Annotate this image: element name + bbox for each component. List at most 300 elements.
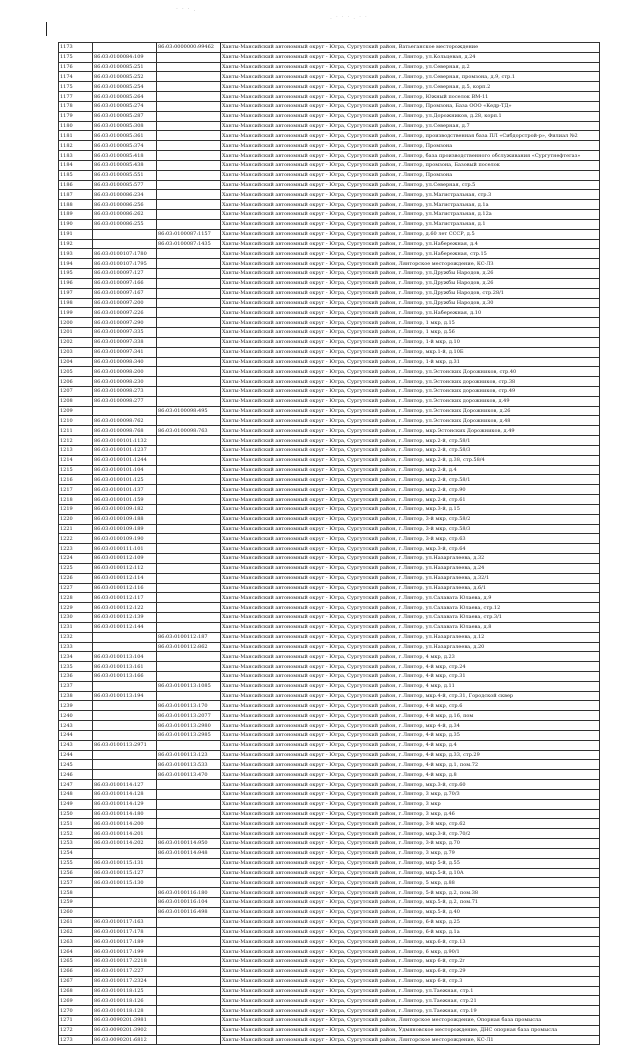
table-row — [59, 888, 600, 898]
row-number: 1173 — [59, 43, 93, 53]
table-row — [59, 436, 600, 446]
cadastral-number-cell — [157, 111, 221, 121]
row-number: 1243 — [59, 721, 93, 731]
table-row — [59, 200, 600, 210]
address-cell: Ханты-Мансийский автономный округ - Югра, Сургутский район, г.Лянтор, 1 мкр, д.15 — [221, 318, 600, 328]
table-row — [59, 672, 600, 682]
cadastral-number-cell — [157, 485, 221, 495]
cadastral-number-cell: 86:03:0100117:199 — [93, 947, 157, 957]
row-number: 1194 — [59, 259, 93, 269]
address-cell: Ханты-Мансийский автономный округ - Югра, Сургутский район, г.Лянтор, мкр.Эстонских Дорожников, д.49 — [221, 426, 600, 436]
cadastral-number-cell: 86:03:0100113:170 — [157, 701, 221, 711]
cadastral-number-cell: 86:03:0090201:3981 — [93, 1015, 157, 1025]
cadastral-number-cell: 86:03:0100114:200 — [93, 819, 157, 829]
cadastral-number-cell — [157, 288, 221, 298]
address-cell: Ханты-Мансийский автономный округ - Югра, Сургутский район, г.Лянтор, 6 мкр, д.90/1 — [221, 947, 600, 957]
table-row — [59, 662, 600, 672]
cadastral-number-cell — [157, 868, 221, 878]
table-row — [59, 465, 600, 475]
row-number: 1267 — [59, 976, 93, 986]
row-number: 1218 — [59, 495, 93, 505]
row-number: 1190 — [59, 219, 93, 229]
table-row — [59, 190, 600, 200]
row-number: 1187 — [59, 190, 93, 200]
cadastral-number-cell — [157, 927, 221, 937]
cadastral-number-cell: 86:03:0100113:1085 — [157, 681, 221, 691]
cadastral-number-cell: 86:03:0100085:308 — [93, 121, 157, 131]
table-row — [59, 898, 600, 908]
table-row — [59, 406, 600, 416]
cadastral-number-cell — [93, 43, 157, 53]
address-cell: Ханты-Мансийский автономный округ - Югра, Сургутский район, г.Лянтор, мкр.6-й, стр.29 — [221, 966, 600, 976]
address-cell: Ханты-Мансийский автономный округ - Югра, Сургутский район, г.Лянтор, мкр.2-й, стр.90 — [221, 485, 600, 495]
row-number: 1207 — [59, 386, 93, 396]
cadastral-number-cell — [157, 465, 221, 475]
address-cell: Ханты-Мансийский автономный округ - Югра, Сургутский район, Лянторское месторождение, Опорная база промысла — [221, 1015, 600, 1025]
cadastral-number-cell: 86:03:0100085:274 — [93, 101, 157, 111]
address-cell: Ханты-Мансийский автономный округ - Югра, Сургутский район, г.Лянтор, 4-й мкр, д.33, стр.29 — [221, 750, 600, 760]
table-row — [59, 43, 600, 53]
address-cell: Ханты-Мансийский автономный округ - Югра, Сургутский район, г.Лянтор, ул.Таежная, стр.21 — [221, 996, 600, 1006]
row-number: 1245 — [59, 760, 93, 770]
cadastral-number-cell — [157, 573, 221, 583]
row-number: 1216 — [59, 475, 93, 485]
cadastral-number-cell: 86:03:0100098:273 — [93, 386, 157, 396]
address-cell: Ханты-Мансийский автономный округ - Югра, Сургутский район, г.Лянтор, ул.Салавата Юлаева, д.8 — [221, 622, 600, 632]
row-number: 1262 — [59, 927, 93, 937]
address-cell: Ханты-Мансийский автономный округ - Югра, Сургутский район, г.Лянтор, ул.Таежная, стр.19 — [221, 1006, 600, 1016]
cadastral-number-cell: 86:03:0100113:194 — [93, 691, 157, 701]
address-cell: Ханты-Мансийский автономный округ - Югра, Сургутский район, г.Лянтор, 3-й мкр, стр.58/2 — [221, 514, 600, 524]
table-row — [59, 957, 600, 967]
cadastral-number-cell: 86:03:0100109:182 — [93, 504, 157, 514]
address-cell: Ханты-Мансийский автономный округ - Югра, Сургутский район, г.Лянтор, ул.Северная, стр.5 — [221, 180, 600, 190]
address-cell: Ханты-Мансийский автономный округ - Югра, Сургутский район, г.Лянтор, ул.Назаргалеева, д.20 — [221, 642, 600, 652]
address-cell: Ханты-Мансийский автономный округ - Югра, Сургутский район, г.Лянтор, 6-й мкр, д.25 — [221, 917, 600, 927]
cadastral-number-cell: 86:03:0100114:948 — [157, 848, 221, 858]
cadastral-number-cell — [157, 514, 221, 524]
row-number: 1234 — [59, 652, 93, 662]
address-cell: Ханты-Мансийский автономный округ - Югра, Сургутский район, г.Лянтор, 3 мкр, д.46 — [221, 809, 600, 819]
cadastral-number-cell: 86:03:0100101:159 — [93, 495, 157, 505]
row-number: 1183 — [59, 151, 93, 161]
address-cell: Ханты-Мансийский автономный округ - Югра, Сургутский район, г.Лянтор, 3-й мкр, стр.62 — [221, 819, 600, 829]
cadastral-number-cell: 86:03:0100098:763 — [157, 426, 221, 436]
table-row — [59, 239, 600, 249]
row-number: 1252 — [59, 829, 93, 839]
address-cell: Ханты-Мансийский автономный округ - Югра, Сургутский район, Лянторское месторождение, КС-Л1 — [221, 1035, 600, 1045]
table-row — [59, 347, 600, 357]
table-row — [59, 160, 600, 170]
row-number: 1180 — [59, 121, 93, 131]
cadastral-number-cell — [93, 229, 157, 239]
table-row — [59, 111, 600, 121]
row-number: 1196 — [59, 278, 93, 288]
cadastral-number-cell — [157, 966, 221, 976]
cadastral-number-cell: 86:03:0100098:768 — [93, 426, 157, 436]
table-row — [59, 780, 600, 790]
row-number: 1240 — [59, 711, 93, 721]
address-cell: Ханты-Мансийский автономный округ - Югра, Сургутский район, г.Лянтор, производственная база ПЛ «Сибдорстрой-р», Филиал №2 — [221, 131, 600, 141]
table-row — [59, 760, 600, 770]
cadastral-number-cell — [157, 819, 221, 829]
row-number: 1213 — [59, 445, 93, 455]
row-number: 1221 — [59, 524, 93, 534]
table-row — [59, 848, 600, 858]
registry-table — [58, 42, 600, 1045]
table-row — [59, 386, 600, 396]
address-cell: Ханты-Мансийский автономный округ - Югра, Сургутский район, г.Лянтор, 3-й мкр, стр.63 — [221, 534, 600, 544]
address-cell: Ханты-Мансийский автономный округ - Югра, Сургутский район, г.Лянтор, ул.Северная, промзона, д.9, стр.1 — [221, 72, 600, 82]
cadastral-number-cell: 86:03:0100113:104 — [93, 652, 157, 662]
cadastral-number-cell — [157, 436, 221, 446]
row-number: 1259 — [59, 898, 93, 908]
cadastral-number-cell: 86:03:0100086:234 — [93, 190, 157, 200]
cadastral-number-cell — [93, 750, 157, 760]
cadastral-number-cell: 86:03:0100097:127 — [93, 269, 157, 279]
table-row — [59, 563, 600, 573]
row-number: 1248 — [59, 789, 93, 799]
row-number: 1233 — [59, 642, 93, 652]
table-row — [59, 210, 600, 220]
table-row — [59, 593, 600, 603]
row-number: 1189 — [59, 210, 93, 220]
address-cell: Ханты-Мансийский автономный округ - Югра, Сургутский район, г.Лянтор, мкр.1-й, д.10Б — [221, 347, 600, 357]
cadastral-number-cell — [157, 829, 221, 839]
cadastral-number-cell — [157, 259, 221, 269]
table-row — [59, 750, 600, 760]
cadastral-number-cell: 86:03:0100116:104 — [157, 898, 221, 908]
table-row — [59, 947, 600, 957]
cadastral-number-cell — [157, 386, 221, 396]
cadastral-number-cell — [93, 888, 157, 898]
address-cell: Ханты-Мансийский автономный округ - Югра, Сургутский район, г.Лянтор, 5 мкр, д.88 — [221, 878, 600, 888]
table-row — [59, 219, 600, 229]
table-row — [59, 62, 600, 72]
cadastral-number-cell — [157, 1015, 221, 1025]
row-number: 1243 — [59, 740, 93, 750]
table-row — [59, 72, 600, 82]
registry-table-body — [59, 43, 600, 1045]
cadastral-number-cell — [93, 730, 157, 740]
cadastral-number-cell — [93, 907, 157, 917]
cadastral-number-cell — [157, 357, 221, 367]
cadastral-number-cell — [157, 52, 221, 62]
cadastral-number-cell: 86:03:0100087:1435 — [157, 239, 221, 249]
table-row — [59, 534, 600, 544]
cadastral-number-cell: 86:03:0100101:125 — [93, 475, 157, 485]
cadastral-number-cell — [93, 239, 157, 249]
row-number: 1200 — [59, 318, 93, 328]
address-cell: Ханты-Мансийский автономный округ - Югра, Сургутский район, г.Лянтор, 1-й мкр, д.31 — [221, 357, 600, 367]
cadastral-number-cell: 86:03:0100097:167 — [93, 288, 157, 298]
table-row — [59, 691, 600, 701]
row-number: 1222 — [59, 534, 93, 544]
cadastral-number-cell — [157, 210, 221, 220]
table-row — [59, 1025, 600, 1035]
cadastral-number-cell: 86:03:0100115:131 — [93, 858, 157, 868]
table-row — [59, 721, 600, 731]
cadastral-number-cell — [157, 92, 221, 102]
row-number: 1235 — [59, 662, 93, 672]
table-row — [59, 878, 600, 888]
row-number: 1244 — [59, 730, 93, 740]
table-row — [59, 544, 600, 554]
cadastral-number-cell: 86:03:0090201:6812 — [93, 1035, 157, 1045]
address-cell: Ханты-Мансийский автономный округ - Югра, Сургутский район, г.Лянтор, ул.Дружбы Народов, д.26 — [221, 278, 600, 288]
cadastral-number-cell — [157, 278, 221, 288]
cadastral-number-cell — [157, 328, 221, 338]
cadastral-number-cell — [157, 1035, 221, 1045]
address-cell: Ханты-Мансийский автономный округ - Югра, Сургутский район, г.Лянтор, мкр.2-й, стр.58/1 — [221, 436, 600, 446]
row-number: 1210 — [59, 416, 93, 426]
address-cell: Ханты-Мансийский автономный округ - Югра, Сургутский район, г.Лянтор, ул.Эстонских Дорожников, д.26 — [221, 406, 600, 416]
cadastral-number-cell — [93, 721, 157, 731]
cadastral-number-cell: 86:03:0100085:264 — [93, 92, 157, 102]
table-row — [59, 288, 600, 298]
cadastral-number-cell — [157, 396, 221, 406]
table-row — [59, 259, 600, 269]
cadastral-number-cell — [157, 947, 221, 957]
cadastral-number-cell — [157, 593, 221, 603]
cadastral-number-cell — [157, 691, 221, 701]
row-number: 1175 — [59, 82, 93, 92]
row-number: 1272 — [59, 1025, 93, 1035]
cadastral-number-cell — [157, 534, 221, 544]
row-number: 1174 — [59, 72, 93, 82]
cadastral-number-cell — [157, 858, 221, 868]
table-row — [59, 858, 600, 868]
cadastral-number-cell — [93, 642, 157, 652]
row-number: 1215 — [59, 465, 93, 475]
row-number: 1269 — [59, 996, 93, 1006]
cadastral-number-cell — [157, 121, 221, 131]
table-row — [59, 141, 600, 151]
cadastral-number-cell: 86:03:0100109:188 — [93, 514, 157, 524]
cadastral-number-cell: 86:03:0100113:2971 — [93, 740, 157, 750]
cadastral-number-cell: 86:03:0100112:122 — [93, 603, 157, 613]
address-cell: Ханты-Мансийский автономный округ - Югра, Сургутский район, г.Лянтор, 4-й мкр, д.16, пом — [221, 711, 600, 721]
table-row — [59, 514, 600, 524]
row-number: 1209 — [59, 406, 93, 416]
address-cell: Ханты-Мансийский автономный округ - Югра, Сургутский район, г.Лянтор, 3 мкр, д.79 — [221, 848, 600, 858]
cadastral-number-cell — [93, 898, 157, 908]
cadastral-number-cell: 86:03:0100113:2985 — [157, 730, 221, 740]
cadastral-number-cell: 86:03:0100113:2980 — [157, 721, 221, 731]
address-cell: Ханты-Мансийский автономный округ - Югра, Сургутский район, г.Лянтор, ул.Северная, д.5, корп.2 — [221, 82, 600, 92]
row-number: 1268 — [59, 986, 93, 996]
table-row — [59, 573, 600, 583]
table-row — [59, 318, 600, 328]
cadastral-number-cell — [157, 583, 221, 593]
cadastral-number-cell — [157, 72, 221, 82]
cadastral-number-cell — [157, 544, 221, 554]
address-cell: Ханты-Мансийский автономный округ - Югра, Сургутский район, г.Лянтор, ул.Набережная, д.10 — [221, 308, 600, 318]
table-row — [59, 249, 600, 259]
cadastral-number-cell: 86:03:0100113:470 — [157, 770, 221, 780]
address-cell: Ханты-Мансийский автономный округ - Югра, Сургутский район, г.Лянтор, мкр.3-й, стр.64 — [221, 544, 600, 554]
cadastral-number-cell — [93, 681, 157, 691]
table-row — [59, 789, 600, 799]
cadastral-number-cell — [157, 62, 221, 72]
cadastral-number-cell: 86:03:0100101:1244 — [93, 455, 157, 465]
row-number: 1182 — [59, 141, 93, 151]
cadastral-number-cell: 86:03:0100097:338 — [93, 337, 157, 347]
cadastral-number-cell: 86:03:0100114:180 — [93, 809, 157, 819]
address-cell: Ханты-Мансийский автономный округ - Югра, Сургутский район, г.Лянтор, ул.Магистральная, д.12а — [221, 210, 600, 220]
row-number: 1179 — [59, 111, 93, 121]
row-number: 1197 — [59, 288, 93, 298]
cadastral-number-cell — [157, 445, 221, 455]
cadastral-number-cell: 86:03:0100101:1237 — [93, 445, 157, 455]
table-row — [59, 495, 600, 505]
row-number: 1236 — [59, 672, 93, 682]
table-row — [59, 976, 600, 986]
address-cell: Ханты-Мансийский автономный округ - Югра, Сургутский район, г.Лянтор, ул.Эстонских Дорожников, д.48 — [221, 416, 600, 426]
table-row — [59, 151, 600, 161]
address-cell: Ханты-Мансийский автономный округ - Югра, Сургутский район, г.Лянтор, мкр.2-й, д.4 — [221, 465, 600, 475]
cadastral-number-cell: 86:03:0100098:230 — [93, 377, 157, 387]
cadastral-number-cell — [157, 976, 221, 986]
row-number: 1219 — [59, 504, 93, 514]
address-cell: Ханты-Мансийский автономный округ - Югра, Сургутский район, г.Лянтор, Промзона — [221, 141, 600, 151]
table-row — [59, 917, 600, 927]
cadastral-number-cell: 86:03:0100098:495 — [157, 406, 221, 416]
address-cell: Ханты-Мансийский автономный округ - Югра, Сургутский район, г.Лянтор, мкр.3-й, стр.70/2 — [221, 829, 600, 839]
cadastral-number-cell: 86:03:0100084:109 — [93, 52, 157, 62]
table-row — [59, 426, 600, 436]
cadastral-number-cell: 86:03:0100112:117 — [93, 593, 157, 603]
row-number: 1178 — [59, 101, 93, 111]
cadastral-number-cell: 86:03:0100112:116 — [93, 583, 157, 593]
cadastral-number-cell: 86:03:0100114:202 — [93, 839, 157, 849]
cadastral-number-cell: 86:03:0100097:335 — [93, 328, 157, 338]
row-number: 1238 — [59, 691, 93, 701]
cadastral-number-cell — [157, 298, 221, 308]
cadastral-number-cell — [157, 337, 221, 347]
address-cell: Ханты-Мансийский автономный округ - Югра, Сургутский район, г.Лянтор, мкр.2-й, стр.61 — [221, 495, 600, 505]
address-cell: Ханты-Мансийский автономный округ - Югра, Сургутский район, г.Лянтор, ул.Дорожников, д.28, корп.1 — [221, 111, 600, 121]
table-row — [59, 927, 600, 937]
address-cell: Ханты-Мансийский автономный округ - Югра, Сургутский район, г.Лянтор, мкр 5-й, д.55 — [221, 858, 600, 868]
address-cell: Ханты-Мансийский автономный округ - Югра, Сургутский район, Лянторское месторождение, КС-ЛЗ — [221, 259, 600, 269]
address-cell: Ханты-Мансийский автономный округ - Югра, Сургутский район, г.Лянтор, 5-й мкр, д.2, пом.38 — [221, 888, 600, 898]
row-number: 1250 — [59, 809, 93, 819]
row-number: 1204 — [59, 357, 93, 367]
cadastral-number-cell: 86:03:0100109:190 — [93, 534, 157, 544]
address-cell: Ханты-Мансийский автономный округ - Югра, Сургутский район, г.Лянтор, 3 мкр — [221, 799, 600, 809]
address-cell: Ханты-Мансийский автономный округ - Югра, Сургутский район, г.Лянтор, 4-й мкр, стр.31 — [221, 672, 600, 682]
cadastral-number-cell: 86:03:0100114:129 — [93, 799, 157, 809]
cadastral-number-cell: 86:03:0100109:189 — [93, 524, 157, 534]
cadastral-number-cell: 86:03:0100113:123 — [157, 750, 221, 760]
row-number: 1247 — [59, 780, 93, 790]
cadastral-number-cell: 86:03:0100117:227 — [93, 966, 157, 976]
address-cell: Ханты-Мансийский автономный округ - Югра, Сургутский район, г.Лянтор, мкр.4-й, стр.31, Городской сквер — [221, 691, 600, 701]
cadastral-number-cell — [157, 662, 221, 672]
cadastral-number-cell: 86:03:0100118:126 — [93, 996, 157, 1006]
address-cell: Ханты-Мансийский автономный округ - Югра, Сургутский район, г.Лянтор, мкр 4-й, д.34 — [221, 721, 600, 731]
cadastral-number-cell: 86:03:0100085:551 — [93, 170, 157, 180]
address-cell: Ханты-Мансийский автономный округ - Югра, Сургутский район, г.Лянтор, ул.Эстонских дорожников, стр.38 — [221, 377, 600, 387]
row-number: 1214 — [59, 455, 93, 465]
cadastral-number-cell — [157, 672, 221, 682]
row-number: 1211 — [59, 426, 93, 436]
table-row — [59, 829, 600, 839]
row-number: 1208 — [59, 396, 93, 406]
row-number: 1270 — [59, 1006, 93, 1016]
cadastral-number-cell: 86:03:0100097:341 — [93, 347, 157, 357]
table-row — [59, 416, 600, 426]
cadastral-number-cell — [157, 563, 221, 573]
table-row — [59, 652, 600, 662]
address-cell: Ханты-Мансийский автономный округ - Югра, Сургутский район, г.Лянтор, мкр.2-й, стр.58/3 — [221, 445, 600, 455]
row-number: 1226 — [59, 573, 93, 583]
address-cell: Ханты-Мансийский автономный округ - Югра, Сургутский район, Ватьеганское месторождение — [221, 43, 600, 53]
address-cell: Ханты-Мансийский автономный округ - Югра, Сургутский район, г.Лянтор, 4-й мкр, д.4 — [221, 740, 600, 750]
cadastral-number-cell — [157, 917, 221, 927]
table-row — [59, 681, 600, 691]
scan-artifact: · · · . — [176, 6, 197, 13]
address-cell: Ханты-Мансийский автономный округ - Югра, Сургутский район, г.Лянтор, промзона, Базовый поселок — [221, 160, 600, 170]
cadastral-number-cell: 86:03:0100118:128 — [93, 1006, 157, 1016]
address-cell: Ханты-Мансийский автономный округ - Югра, Сургутский район, г.Лянтор, Южный поселок ВМ-11 — [221, 92, 600, 102]
row-number: 1263 — [59, 937, 93, 947]
row-number: 1188 — [59, 200, 93, 210]
cadastral-number-cell: 86:03:0100085:287 — [93, 111, 157, 121]
address-cell: Ханты-Мансийский автономный округ - Югра, Сургутский район, г.Лянтор, база производственного обслуживания «Сургутнефтегаз» — [221, 151, 600, 161]
cadastral-number-cell — [157, 101, 221, 111]
table-row — [59, 632, 600, 642]
cadastral-number-cell: 86:03:0100085:251 — [93, 62, 157, 72]
cadastral-number-cell — [93, 760, 157, 770]
cadastral-number-cell — [157, 180, 221, 190]
cadastral-number-cell — [157, 416, 221, 426]
address-cell: Ханты-Мансийский автономный округ - Югра, Сургутский район, г.Лянтор, 3-й мкр, д.70 — [221, 839, 600, 849]
cadastral-number-cell: 86:03:0100117:2218 — [93, 957, 157, 967]
address-cell: Ханты-Мансийский автономный округ - Югра, Сургутский район, г.Лянтор, мкр.3-й, стр.60 — [221, 780, 600, 790]
row-number: 1266 — [59, 966, 93, 976]
row-number: 1195 — [59, 269, 93, 279]
table-row — [59, 455, 600, 465]
address-cell: Ханты-Мансийский автономный округ - Югра, Сургутский район, г.Лянтор, ул.Таежная, стр.1 — [221, 986, 600, 996]
cadastral-number-cell — [157, 937, 221, 947]
cadastral-number-cell: 86:03:0100114:127 — [93, 780, 157, 790]
address-cell: Ханты-Мансийский автономный округ - Югра, Сургутский район, г.Лянтор, ул.Назаргалеева, д.32 — [221, 554, 600, 564]
cadastral-number-cell — [157, 141, 221, 151]
cadastral-number-cell: 86:03:0100112:112 — [93, 563, 157, 573]
cadastral-number-cell: 86:03:0100085:438 — [93, 160, 157, 170]
address-cell: Ханты-Мансийский автономный округ - Югра, Сургутский район, г.Лянтор, ул.Салавата Юлаева, стр.3/1 — [221, 613, 600, 623]
table-row — [59, 229, 600, 239]
row-number: 1202 — [59, 337, 93, 347]
cadastral-number-cell — [157, 1025, 221, 1035]
cadastral-number-cell: 86:03:0100111:101 — [93, 544, 157, 554]
cadastral-number-cell: 86:03:0100114:128 — [93, 789, 157, 799]
address-cell: Ханты-Мансийский автономный округ - Югра, Сургутский район, Удмяновское месторождение, ДНС опорная база промысла — [221, 1025, 600, 1035]
table-row — [59, 868, 600, 878]
cadastral-number-cell — [157, 878, 221, 888]
row-number: 1251 — [59, 819, 93, 829]
cadastral-number-cell — [157, 986, 221, 996]
address-cell: Ханты-Мансийский автономный округ - Югра, Сургутский район, г.Лянтор, ул.Магистральная, стр.3 — [221, 190, 600, 200]
cadastral-number-cell: 86:03:0100097:226 — [93, 308, 157, 318]
table-row — [59, 121, 600, 131]
cadastral-number-cell: 86:03:0100098:200 — [93, 367, 157, 377]
address-cell: Ханты-Мансийский автономный округ - Югра, Сургутский район, г.Лянтор, 4-й мкр, д.1, пом.72 — [221, 760, 600, 770]
address-cell: Ханты-Мансийский автономный округ - Югра, Сургутский район, г.Лянтор, Промзона, База ООО «Кедр-ТД» — [221, 101, 600, 111]
address-cell: Ханты-Мансийский автономный округ - Югра, Сургутский район, г.Лянтор, д.60 лет СССР, д.5 — [221, 229, 600, 239]
